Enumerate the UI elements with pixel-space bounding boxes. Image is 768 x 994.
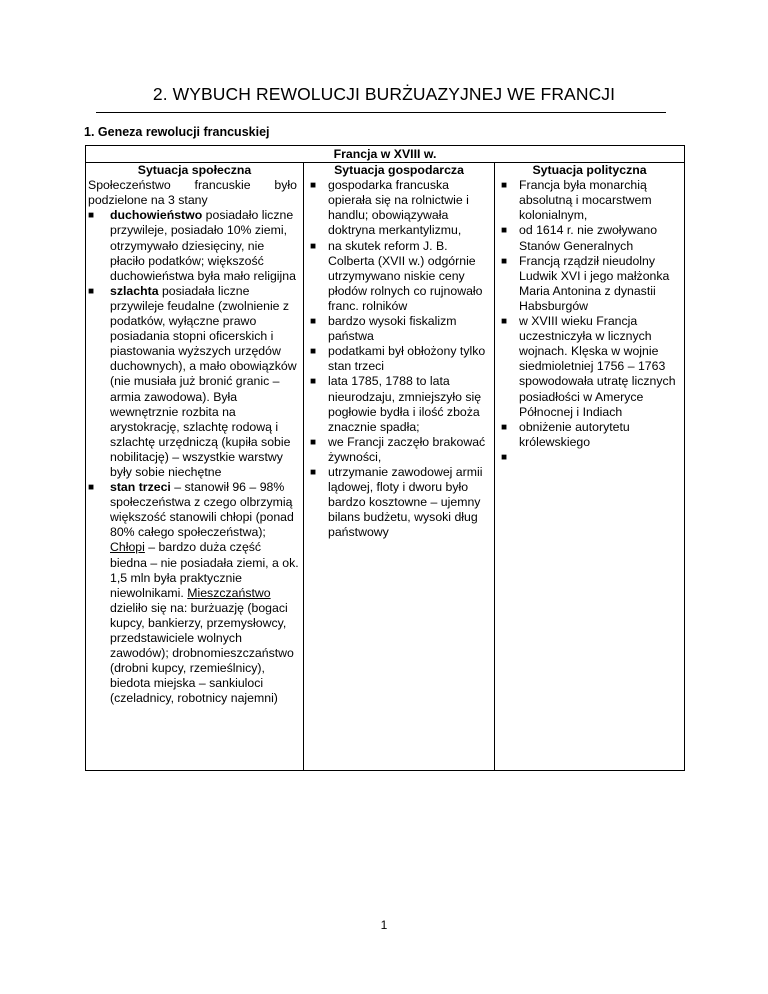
list-item-text: bardzo wysoki fiskalizm państwa: [328, 314, 457, 344]
list-item: [304, 314, 494, 344]
list-item: [86, 480, 303, 706]
square-bullet-icon: ■: [501, 225, 508, 237]
column-header-economic: Sytuacja gospodarcza: [304, 163, 495, 179]
estate-description: dzieliło się na: burżuazję (bogaci kupcy, bankierzy, przemysłowcy, przedstawiciele wolnych zawodów); drobnomieszczaństwo (drobni kupcy, rzemieślnicy), biedota miejska – sankiuloci (czeladnicy, robotnicy najemni): [110, 600, 294, 706]
list-item-text: lata 1785, 1788 to lata nieurodzaju, zmniejszyło się pogłowie bydła i ilość zboża znacznie spadła;: [328, 374, 482, 434]
list-item-text: Francja była monarchią absolutną i mocarstwem kolonialnym,: [519, 178, 652, 223]
square-bullet-icon: ■: [310, 436, 317, 448]
list-item-text: gospodarka francuska opierała się na rolnictwie i handlu; obowiązywała doktryna merkantylizmu,: [328, 178, 469, 238]
list-item-text: podatkami był obłożony tylko stan trzeci: [328, 344, 486, 374]
square-bullet-icon: ■: [310, 316, 317, 328]
list-item: [304, 239, 494, 314]
square-bullet-icon: ■: [88, 482, 95, 494]
page-title: 2. WYBUCH REWOLUCJI BURŻUAZYJNEJ WE FRANCJI: [152, 84, 616, 104]
square-bullet-icon: ■: [88, 210, 95, 222]
estate-description: posiadała liczne przywileje feudalne (zwolnienie z podatków, wyłączne prawo posiadania stopni oficerskich i piastowania wyższych urzędów duchownych), a mało obowiązków (nie musiała już bronić granic – armia zawodowa). Była wewnętrznie rozbita na arystokrację, szlachtę rodową i szlachtę urzędniczą (kupiła sobie nobilitację) – wszystkie warstwy były sobie niechętne: [110, 283, 297, 479]
france-18th-century-table: [85, 145, 685, 771]
square-bullet-icon: ■: [88, 285, 95, 297]
underlined-term: Chłopi: [110, 540, 145, 555]
list-item: [495, 450, 684, 465]
list-item: [495, 178, 684, 223]
list-item: [304, 465, 494, 540]
square-bullet-icon: ■: [310, 376, 317, 388]
list-item: [86, 208, 303, 283]
list-item: [495, 223, 684, 253]
list-item-text: utrzymanie zawodowej armii lądowej, floty i dworu było bardzo kosztowne – ujemny bilans budżetu, wysoki dług państwowy: [328, 464, 483, 540]
list-item: [495, 254, 684, 314]
estate-name: stan trzeci: [110, 480, 171, 495]
estate-name: duchowieństwo: [110, 208, 203, 223]
social-cell: [86, 178, 304, 771]
underlined-term: Mieszczaństwo: [187, 585, 271, 600]
square-bullet-icon: ■: [310, 346, 317, 358]
title-underline: [96, 112, 666, 113]
estate-description: posiadało liczne przywileje, posiadało 10% ziemi, otrzymywało dziesięciny, nie płaciło podatków; większość duchowieństwa była mało religijna: [110, 208, 296, 283]
list-item: [86, 284, 303, 480]
list-item: [304, 374, 494, 434]
list-item: [495, 314, 684, 420]
social-intro-text: Społeczeństwo francuskie było podzielone na 3 stany: [88, 178, 297, 208]
list-item-text: na skutek reform J. B. Colberta (XVII w.) odgórnie utrzymywano niskie ceny płodów rolnych co rujnowało franc. rolników: [328, 238, 483, 313]
social-list: [86, 208, 303, 706]
page-number: 1: [380, 918, 388, 932]
list-item: [495, 420, 684, 450]
section-heading: 1. Geneza rewolucji francuskiej: [84, 125, 270, 139]
list-item-text: w XVIII wieku Francja uczestniczyła w licznych wojnach. Klęska w wojnie siedmioletniej 1756 – 1763 spowodowała utratę licznych posiadłości w Ameryce Północnej i Indiach: [519, 314, 676, 419]
column-header-social: Sytuacja społeczna: [86, 163, 304, 179]
list-item: [304, 435, 494, 465]
estate-description: – stanowił 96 – 98% społeczeństwa z czego olbrzymią większość stanowili chłopi (ponad 80% całego społeczeństwa);: [110, 480, 294, 540]
square-bullet-icon: ■: [310, 240, 317, 252]
estate-description: – bardzo duża część biedna – nie posiadała ziemi, a ok. 1,5 mln była praktycznie niewolnikami.: [110, 540, 299, 600]
list-item: [304, 344, 494, 374]
list-item-text: Francją rządził nieudolny Ludwik XVI i jego małżonka Maria Antonina z dynastii Habsburgów: [519, 253, 670, 313]
list-item-text: od 1614 r. nie zwoływano Stanów Generalnych: [519, 223, 658, 253]
square-bullet-icon: ■: [501, 451, 508, 463]
list-item: [304, 178, 494, 238]
table-caption: Francja w XVIII w.: [86, 146, 685, 163]
square-bullet-icon: ■: [501, 421, 508, 433]
square-bullet-icon: ■: [310, 466, 317, 478]
square-bullet-icon: ■: [501, 316, 508, 328]
list-item-text: we Francji zaczęło brakować żywności,: [328, 434, 486, 464]
political-cell: [495, 178, 685, 771]
social-intro: [86, 178, 303, 208]
square-bullet-icon: ■: [310, 180, 317, 192]
economic-list: [304, 178, 494, 540]
list-item-text: obniżenie autorytetu królewskiego: [519, 419, 630, 449]
square-bullet-icon: ■: [501, 255, 508, 267]
political-list: [495, 178, 684, 465]
column-header-political: Sytuacja polityczna: [495, 163, 685, 179]
square-bullet-icon: ■: [501, 180, 508, 192]
estate-name: szlachta: [110, 283, 159, 298]
economic-cell: [304, 178, 495, 771]
